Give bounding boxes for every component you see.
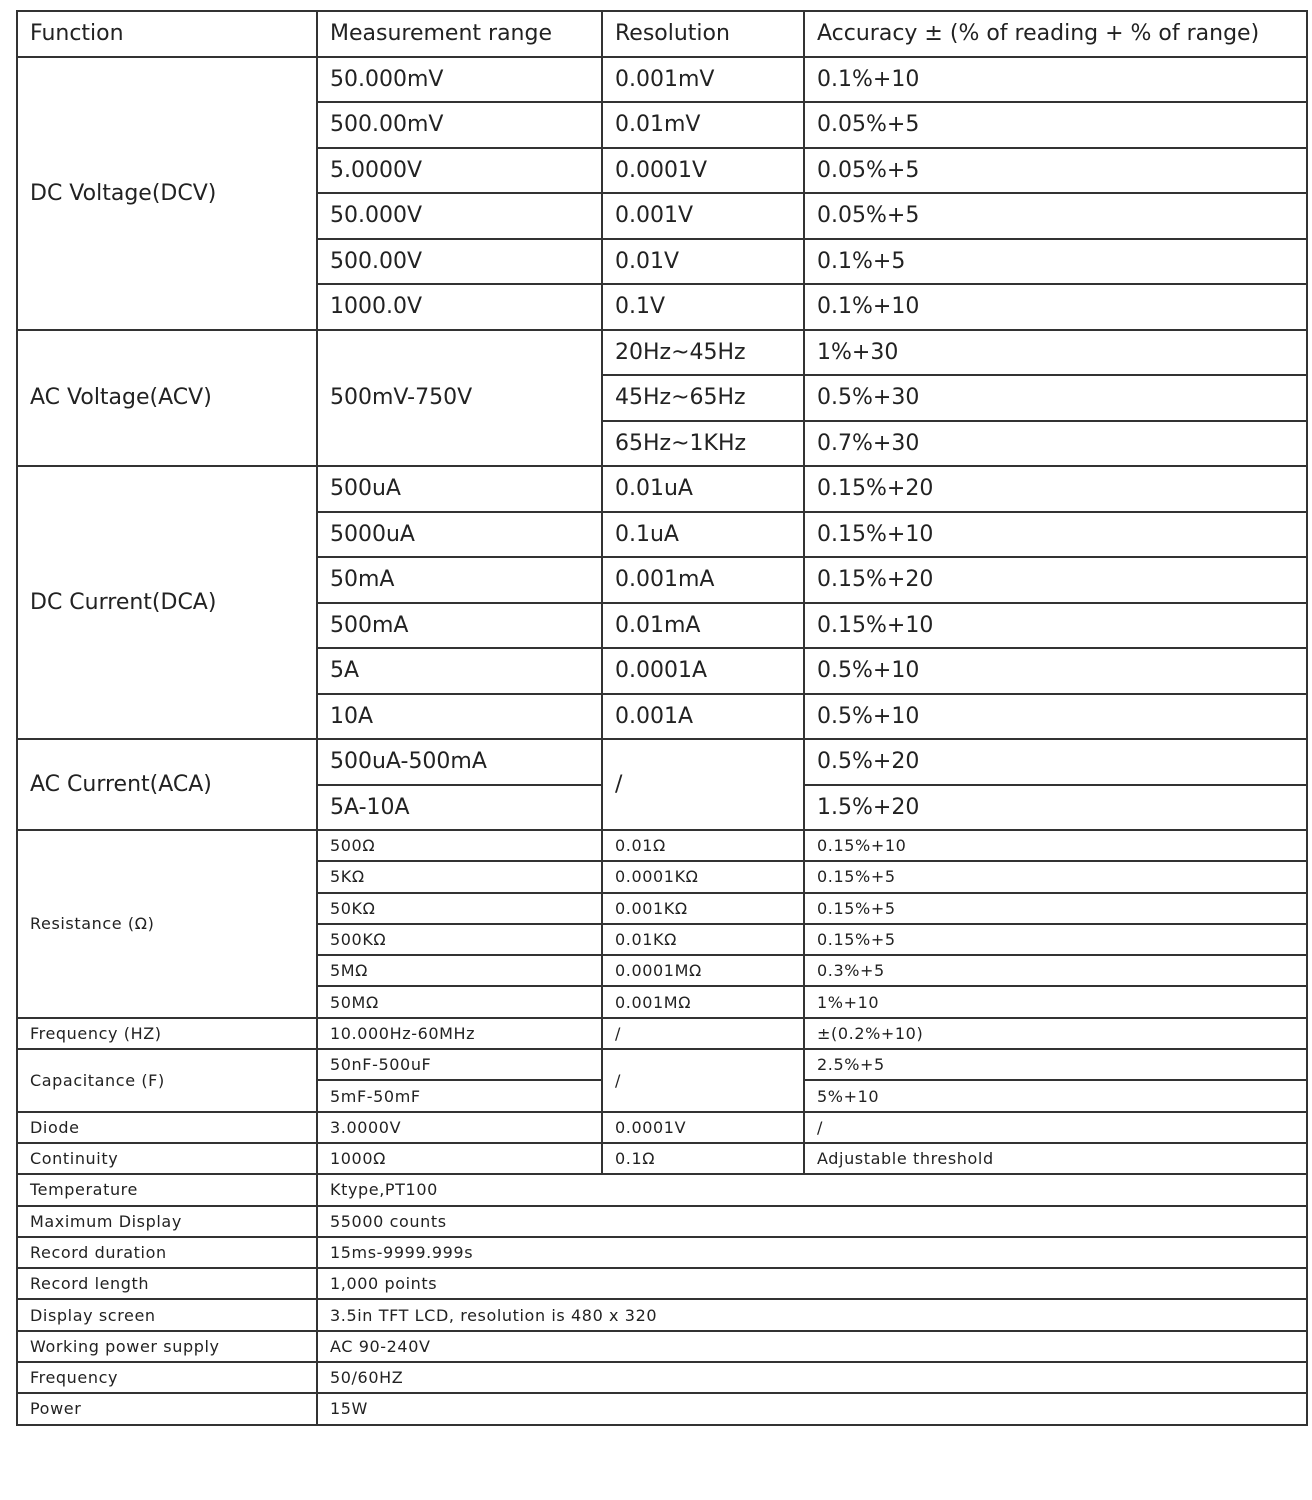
resolution-cell: / (602, 1018, 804, 1049)
range-cell: 500mV-750V (317, 330, 602, 467)
resolution-cell: 0.001A (602, 694, 804, 740)
header-resolution: Resolution (602, 11, 804, 57)
accuracy-cell: 0.7%+30 (804, 421, 1307, 467)
accuracy-cell: Adjustable threshold (804, 1143, 1307, 1174)
accuracy-cell: 0.15%+10 (804, 512, 1307, 558)
range-cell: 50nF-500uF (317, 1049, 602, 1080)
resolution-cell: 0.01V (602, 239, 804, 285)
header-range: Measurement range (317, 11, 602, 57)
resolution-cell: 0.01mA (602, 603, 804, 649)
resolution-cell: / (602, 1049, 804, 1112)
resolution-cell: 0.01Ω (602, 830, 804, 861)
table-row (17, 1112, 1307, 1143)
accuracy-cell: 0.15%+5 (804, 861, 1307, 892)
accuracy-cell: 0.15%+20 (804, 466, 1307, 512)
spec-value: 15ms-9999.999s (317, 1237, 1307, 1268)
header-row (17, 11, 1307, 57)
resolution-cell: 0.001V (602, 193, 804, 239)
header-accuracy: Accuracy ± (% of reading + % of range) (804, 11, 1307, 57)
table-row (17, 1143, 1307, 1174)
range-cell: 50KΩ (317, 893, 602, 924)
accuracy-cell: 0.15%+5 (804, 924, 1307, 955)
range-cell: 500uA-500mA (317, 739, 602, 785)
accuracy-cell: 0.3%+5 (804, 955, 1307, 986)
resolution-cell: / (602, 739, 804, 830)
resolution-cell: 0.0001V (602, 148, 804, 194)
function-continuity: Continuity (17, 1143, 317, 1174)
spec-row (17, 1362, 1307, 1393)
spec-table (16, 10, 1308, 1426)
spec-row (17, 1393, 1307, 1424)
accuracy-cell: / (804, 1112, 1307, 1143)
resolution-cell: 0.001MΩ (602, 986, 804, 1017)
accuracy-cell: 5%+10 (804, 1080, 1307, 1111)
resolution-cell: 0.001mV (602, 57, 804, 103)
range-cell: 500KΩ (317, 924, 602, 955)
resolution-cell: 0.0001A (602, 648, 804, 694)
resolution-cell: 0.0001V (602, 1112, 804, 1143)
accuracy-cell: 0.1%+10 (804, 284, 1307, 330)
accuracy-cell: 0.15%+5 (804, 893, 1307, 924)
resolution-cell: 0.001mA (602, 557, 804, 603)
range-cell: 5A-10A (317, 785, 602, 831)
function-frequency: Frequency (HZ) (17, 1018, 317, 1049)
accuracy-cell: 0.05%+5 (804, 193, 1307, 239)
range-cell: 500mA (317, 603, 602, 649)
range-cell: 50.000V (317, 193, 602, 239)
function-capacitance: Capacitance (F) (17, 1049, 317, 1112)
spec-label: Power (17, 1393, 317, 1424)
accuracy-cell: 0.5%+30 (804, 375, 1307, 421)
spec-value: 50/60HZ (317, 1362, 1307, 1393)
range-cell: 500.00mV (317, 102, 602, 148)
range-cell: 500uA (317, 466, 602, 512)
spec-row (17, 1206, 1307, 1237)
range-cell: 500Ω (317, 830, 602, 861)
range-cell: 10.000Hz-60MHz (317, 1018, 602, 1049)
resolution-cell: 0.01KΩ (602, 924, 804, 955)
spec-row (17, 1331, 1307, 1362)
spec-value: 15W (317, 1393, 1307, 1424)
range-cell: 50mA (317, 557, 602, 603)
function-aca: AC Current(ACA) (17, 739, 317, 830)
table-row (17, 330, 1307, 376)
accuracy-cell: 0.05%+5 (804, 148, 1307, 194)
spec-value: 3.5in TFT LCD, resolution is 480 x 320 (317, 1299, 1307, 1330)
accuracy-cell: 0.1%+5 (804, 239, 1307, 285)
accuracy-cell: 1%+30 (804, 330, 1307, 376)
function-resistance: Resistance (Ω) (17, 830, 317, 1018)
spec-value: 55000 counts (317, 1206, 1307, 1237)
spec-row (17, 1174, 1307, 1205)
range-cell: 3.0000V (317, 1112, 602, 1143)
table-row (17, 739, 1307, 785)
spec-label: Display screen (17, 1299, 317, 1330)
range-cell: 5A (317, 648, 602, 694)
resolution-cell: 0.1uA (602, 512, 804, 558)
resolution-cell: 0.1Ω (602, 1143, 804, 1174)
accuracy-cell: 2.5%+5 (804, 1049, 1307, 1080)
spec-label: Record length (17, 1268, 317, 1299)
accuracy-cell: 0.5%+10 (804, 694, 1307, 740)
accuracy-cell: 0.5%+10 (804, 648, 1307, 694)
accuracy-cell: ±(0.2%+10) (804, 1018, 1307, 1049)
spec-label: Working power supply (17, 1331, 317, 1362)
spec-label: Frequency (17, 1362, 317, 1393)
range-cell: 1000.0V (317, 284, 602, 330)
spec-row (17, 1299, 1307, 1330)
accuracy-cell: 0.5%+20 (804, 739, 1307, 785)
accuracy-cell: 0.15%+10 (804, 603, 1307, 649)
resolution-cell: 0.001KΩ (602, 893, 804, 924)
range-cell: 5MΩ (317, 955, 602, 986)
range-cell: 10A (317, 694, 602, 740)
spec-label: Maximum Display (17, 1206, 317, 1237)
resolution-cell: 20Hz~45Hz (602, 330, 804, 376)
range-cell: 500.00V (317, 239, 602, 285)
spec-value: 1,000 points (317, 1268, 1307, 1299)
spec-label: Temperature (17, 1174, 317, 1205)
spec-row (17, 1268, 1307, 1299)
function-diode: Diode (17, 1112, 317, 1143)
accuracy-cell: 0.1%+10 (804, 57, 1307, 103)
range-cell: 5000uA (317, 512, 602, 558)
range-cell: 5mF-50mF (317, 1080, 602, 1111)
range-cell: 1000Ω (317, 1143, 602, 1174)
accuracy-cell: 1.5%+20 (804, 785, 1307, 831)
resolution-cell: 0.01uA (602, 466, 804, 512)
range-cell: 5.0000V (317, 148, 602, 194)
spec-value: AC 90-240V (317, 1331, 1307, 1362)
table-row (17, 1018, 1307, 1049)
accuracy-cell: 1%+10 (804, 986, 1307, 1017)
range-cell: 50MΩ (317, 986, 602, 1017)
range-cell: 5KΩ (317, 861, 602, 892)
accuracy-cell: 0.15%+20 (804, 557, 1307, 603)
spec-value: Ktype,PT100 (317, 1174, 1307, 1205)
function-dcv: DC Voltage(DCV) (17, 57, 317, 330)
table-row (17, 1049, 1307, 1080)
resolution-cell: 65Hz~1KHz (602, 421, 804, 467)
resolution-cell: 0.1V (602, 284, 804, 330)
accuracy-cell: 0.15%+10 (804, 830, 1307, 861)
resolution-cell: 45Hz~65Hz (602, 375, 804, 421)
resolution-cell: 0.0001MΩ (602, 955, 804, 986)
spec-label: Record duration (17, 1237, 317, 1268)
resolution-cell: 0.01mV (602, 102, 804, 148)
function-acv: AC Voltage(ACV) (17, 330, 317, 467)
range-cell: 50.000mV (317, 57, 602, 103)
accuracy-cell: 0.05%+5 (804, 102, 1307, 148)
spec-row (17, 1237, 1307, 1268)
table-row (17, 57, 1307, 103)
function-dca: DC Current(DCA) (17, 466, 317, 739)
header-function: Function (17, 11, 317, 57)
table-row (17, 830, 1307, 861)
resolution-cell: 0.0001KΩ (602, 861, 804, 892)
table-row (17, 466, 1307, 512)
